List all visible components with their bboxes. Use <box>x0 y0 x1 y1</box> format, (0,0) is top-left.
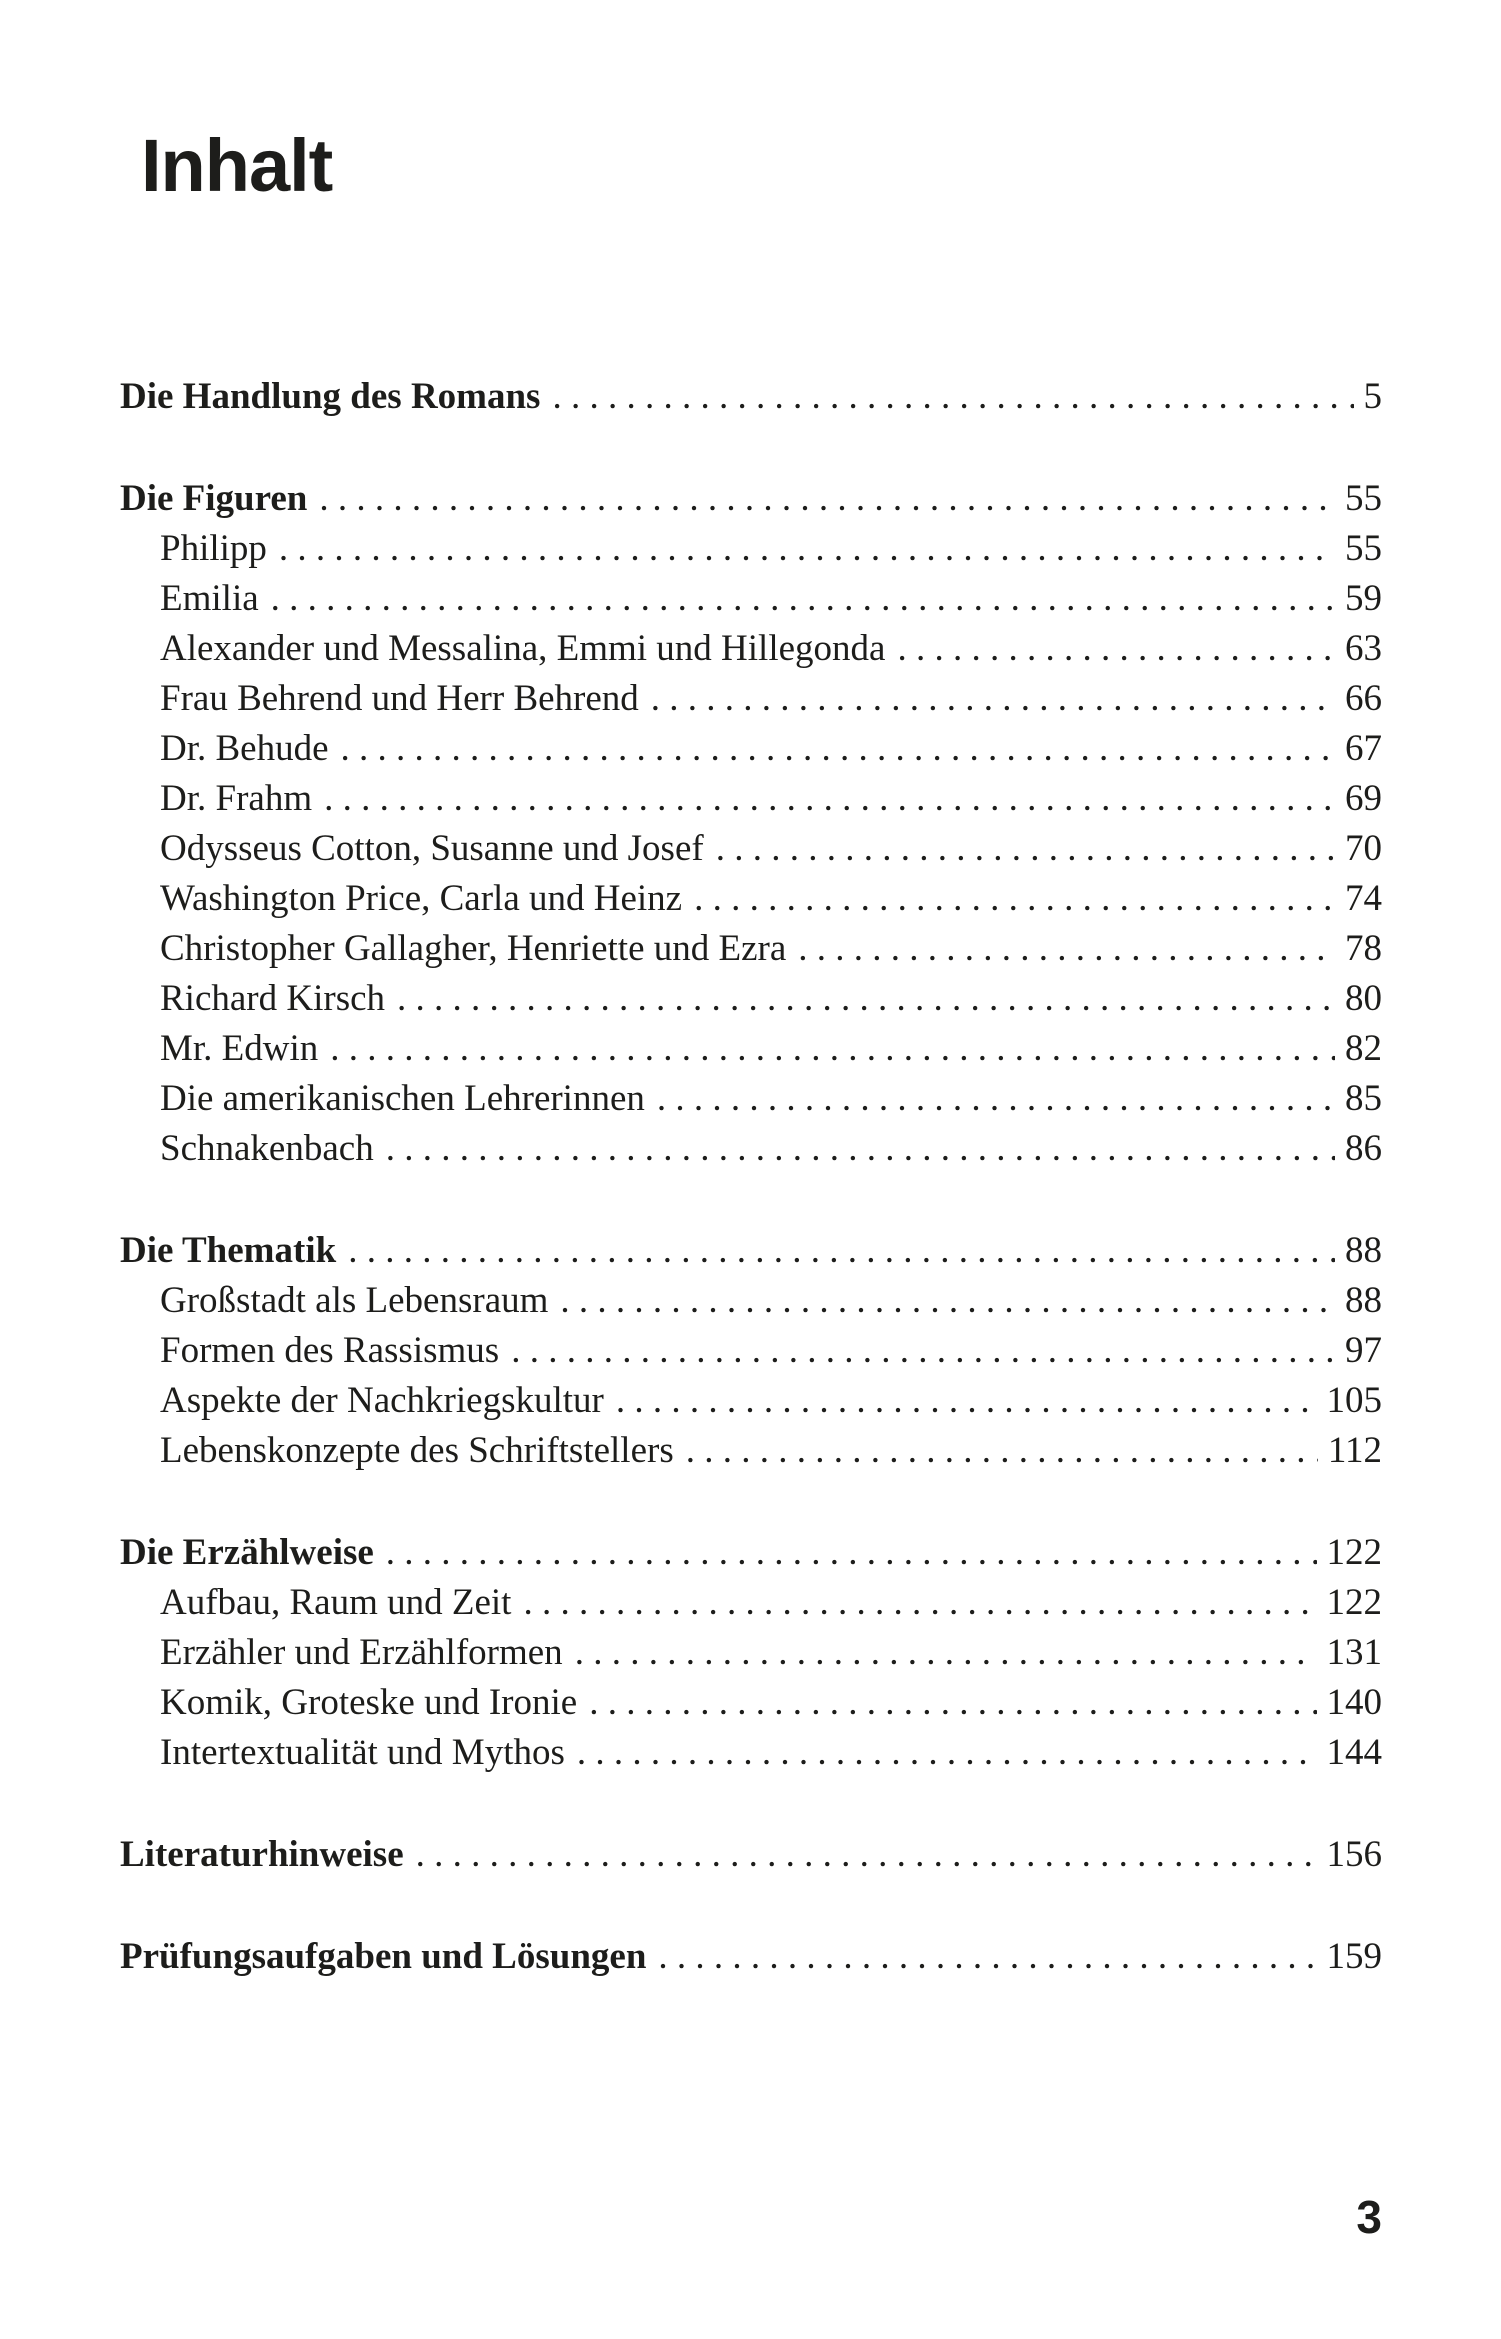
dot-leader <box>552 372 1353 422</box>
toc-page-number: 85 <box>1345 1078 1382 1119</box>
toc-section-title: Die Figuren <box>120 478 308 519</box>
table-of-contents <box>120 372 1382 1982</box>
dot-leader <box>897 624 1335 674</box>
page-number: 3 <box>1356 2191 1382 2243</box>
section-gap <box>120 1880 1382 1932</box>
dot-leader <box>798 924 1335 974</box>
toc-section-5 <box>120 1932 1382 1982</box>
toc-entry-label: Frau Behrend und Herr Behrend <box>160 678 639 719</box>
dot-leader <box>511 1326 1335 1376</box>
toc-page-number: 131 <box>1326 1632 1382 1673</box>
dot-leader <box>716 824 1335 874</box>
dot-leader <box>694 874 1335 924</box>
toc-page-number: 80 <box>1345 978 1382 1019</box>
toc-page-number: 69 <box>1345 778 1382 819</box>
dot-leader <box>686 1426 1318 1476</box>
toc-entry-label: Philipp <box>160 528 267 569</box>
toc-item-3-3 <box>120 1728 1382 1778</box>
toc-entry-label: Emilia <box>160 578 259 619</box>
dot-leader <box>416 1830 1317 1880</box>
dot-leader <box>319 474 1335 524</box>
toc-item-3-2 <box>120 1678 1382 1728</box>
toc-item-1-4 <box>120 724 1382 774</box>
toc-item-1-1 <box>120 574 1382 624</box>
toc-page-number: 66 <box>1345 678 1382 719</box>
toc-item-1-2 <box>120 624 1382 674</box>
toc-section-0 <box>120 372 1382 422</box>
toc-entry-label: Aspekte der Nachkriegskultur <box>160 1380 604 1421</box>
toc-entry-label: Washington Price, Carla und Heinz <box>160 878 683 919</box>
toc-item-1-5 <box>120 774 1382 824</box>
toc-page-number: 63 <box>1345 628 1382 669</box>
toc-page-number: 86 <box>1345 1128 1382 1169</box>
toc-item-3-0 <box>120 1578 1382 1628</box>
toc-page-number: 59 <box>1345 578 1382 619</box>
toc-entry-label: Großstadt als Lebensraum <box>160 1280 549 1321</box>
dot-leader <box>577 1728 1317 1778</box>
dot-leader <box>651 674 1335 724</box>
section-gap <box>120 1778 1382 1830</box>
toc-item-1-8 <box>120 924 1382 974</box>
dot-leader <box>560 1276 1335 1326</box>
section-gap <box>120 422 1382 474</box>
dot-leader <box>324 774 1335 824</box>
toc-item-1-0 <box>120 524 1382 574</box>
section-gap <box>120 1174 1382 1226</box>
toc-section-title: Die Thematik <box>120 1230 337 1271</box>
toc-entry-label: Lebenskonzepte des Schriftstellers <box>160 1430 674 1471</box>
toc-entry-label: Intertextualität und Mythos <box>160 1732 565 1773</box>
dot-leader <box>397 974 1335 1024</box>
toc-page-number: 140 <box>1326 1682 1382 1723</box>
toc-section-title: Prüfungsaufgaben und Lösungen <box>120 1936 647 1977</box>
toc-page-number: 144 <box>1326 1732 1382 1773</box>
toc-page-number: 88 <box>1345 1280 1382 1321</box>
toc-item-2-2 <box>120 1376 1382 1426</box>
toc-page-number: 5 <box>1363 376 1382 417</box>
dot-leader <box>386 1124 1335 1174</box>
toc-section-3 <box>120 1528 1382 1578</box>
toc-item-1-3 <box>120 674 1382 724</box>
dot-leader <box>386 1528 1317 1578</box>
toc-page-number: 82 <box>1345 1028 1382 1069</box>
section-gap <box>120 1476 1382 1528</box>
toc-page-number: 55 <box>1345 528 1382 569</box>
toc-item-1-9 <box>120 974 1382 1024</box>
dot-leader <box>589 1678 1316 1728</box>
toc-item-2-0 <box>120 1276 1382 1326</box>
toc-item-1-11 <box>120 1074 1382 1124</box>
toc-section-1 <box>120 474 1382 524</box>
toc-item-2-1 <box>120 1326 1382 1376</box>
dot-leader <box>616 1376 1317 1426</box>
toc-section-title: Die Erzählweise <box>120 1532 374 1573</box>
toc-entry-label: Formen des Rassismus <box>160 1330 500 1371</box>
toc-entry-label: Mr. Edwin <box>160 1028 319 1069</box>
toc-page-number: 74 <box>1345 878 1382 919</box>
dot-leader <box>279 524 1335 574</box>
dot-leader <box>341 724 1335 774</box>
toc-entry-label: Erzähler und Erzählformen <box>160 1632 563 1673</box>
toc-page-number: 67 <box>1345 728 1382 769</box>
toc-page-number: 55 <box>1345 478 1382 519</box>
toc-entry-label: Dr. Frahm <box>160 778 313 819</box>
toc-page-number: 105 <box>1326 1380 1382 1421</box>
toc-item-2-3 <box>120 1426 1382 1476</box>
toc-section-title: Die Handlung des Romans <box>120 376 541 417</box>
page-title: Inhalt <box>141 124 333 207</box>
toc-page-number: 122 <box>1326 1532 1382 1573</box>
toc-item-3-1 <box>120 1628 1382 1678</box>
toc-item-1-6 <box>120 824 1382 874</box>
toc-entry-label: Christopher Gallagher, Henriette und Ezra <box>160 928 787 969</box>
dot-leader <box>330 1024 1335 1074</box>
toc-item-1-10 <box>120 1024 1382 1074</box>
toc-entry-label: Richard Kirsch <box>160 978 386 1019</box>
toc-page-number: 156 <box>1326 1834 1382 1875</box>
dot-leader <box>657 1074 1335 1124</box>
toc-page-number: 88 <box>1345 1230 1382 1271</box>
toc-page-number: 159 <box>1326 1936 1382 1977</box>
toc-page-number: 97 <box>1345 1330 1382 1371</box>
toc-entry-label: Odysseus Cotton, Susanne und Josef <box>160 828 704 869</box>
toc-item-1-7 <box>120 874 1382 924</box>
toc-section-2 <box>120 1226 1382 1276</box>
dot-leader <box>658 1932 1316 1982</box>
toc-entry-label: Komik, Groteske und Ironie <box>160 1682 578 1723</box>
toc-section-4 <box>120 1830 1382 1880</box>
toc-page-number: 70 <box>1345 828 1382 869</box>
toc-entry-label: Dr. Behude <box>160 728 329 769</box>
toc-page-number: 112 <box>1327 1430 1382 1471</box>
toc-item-1-12 <box>120 1124 1382 1174</box>
toc-section-title: Literaturhinweise <box>120 1834 404 1875</box>
toc-page-number: 122 <box>1326 1582 1382 1623</box>
toc-entry-label: Schnakenbach <box>160 1128 374 1169</box>
toc-page-number: 78 <box>1345 928 1382 969</box>
dot-leader <box>523 1578 1316 1628</box>
dot-leader <box>575 1628 1317 1678</box>
dot-leader <box>348 1226 1335 1276</box>
toc-entry-label: Die amerikanischen Lehrerinnen <box>160 1078 645 1119</box>
toc-entry-label: Aufbau, Raum und Zeit <box>160 1582 512 1623</box>
toc-entry-label: Alexander und Messalina, Emmi und Hillegonda <box>160 628 886 669</box>
dot-leader <box>271 574 1335 624</box>
